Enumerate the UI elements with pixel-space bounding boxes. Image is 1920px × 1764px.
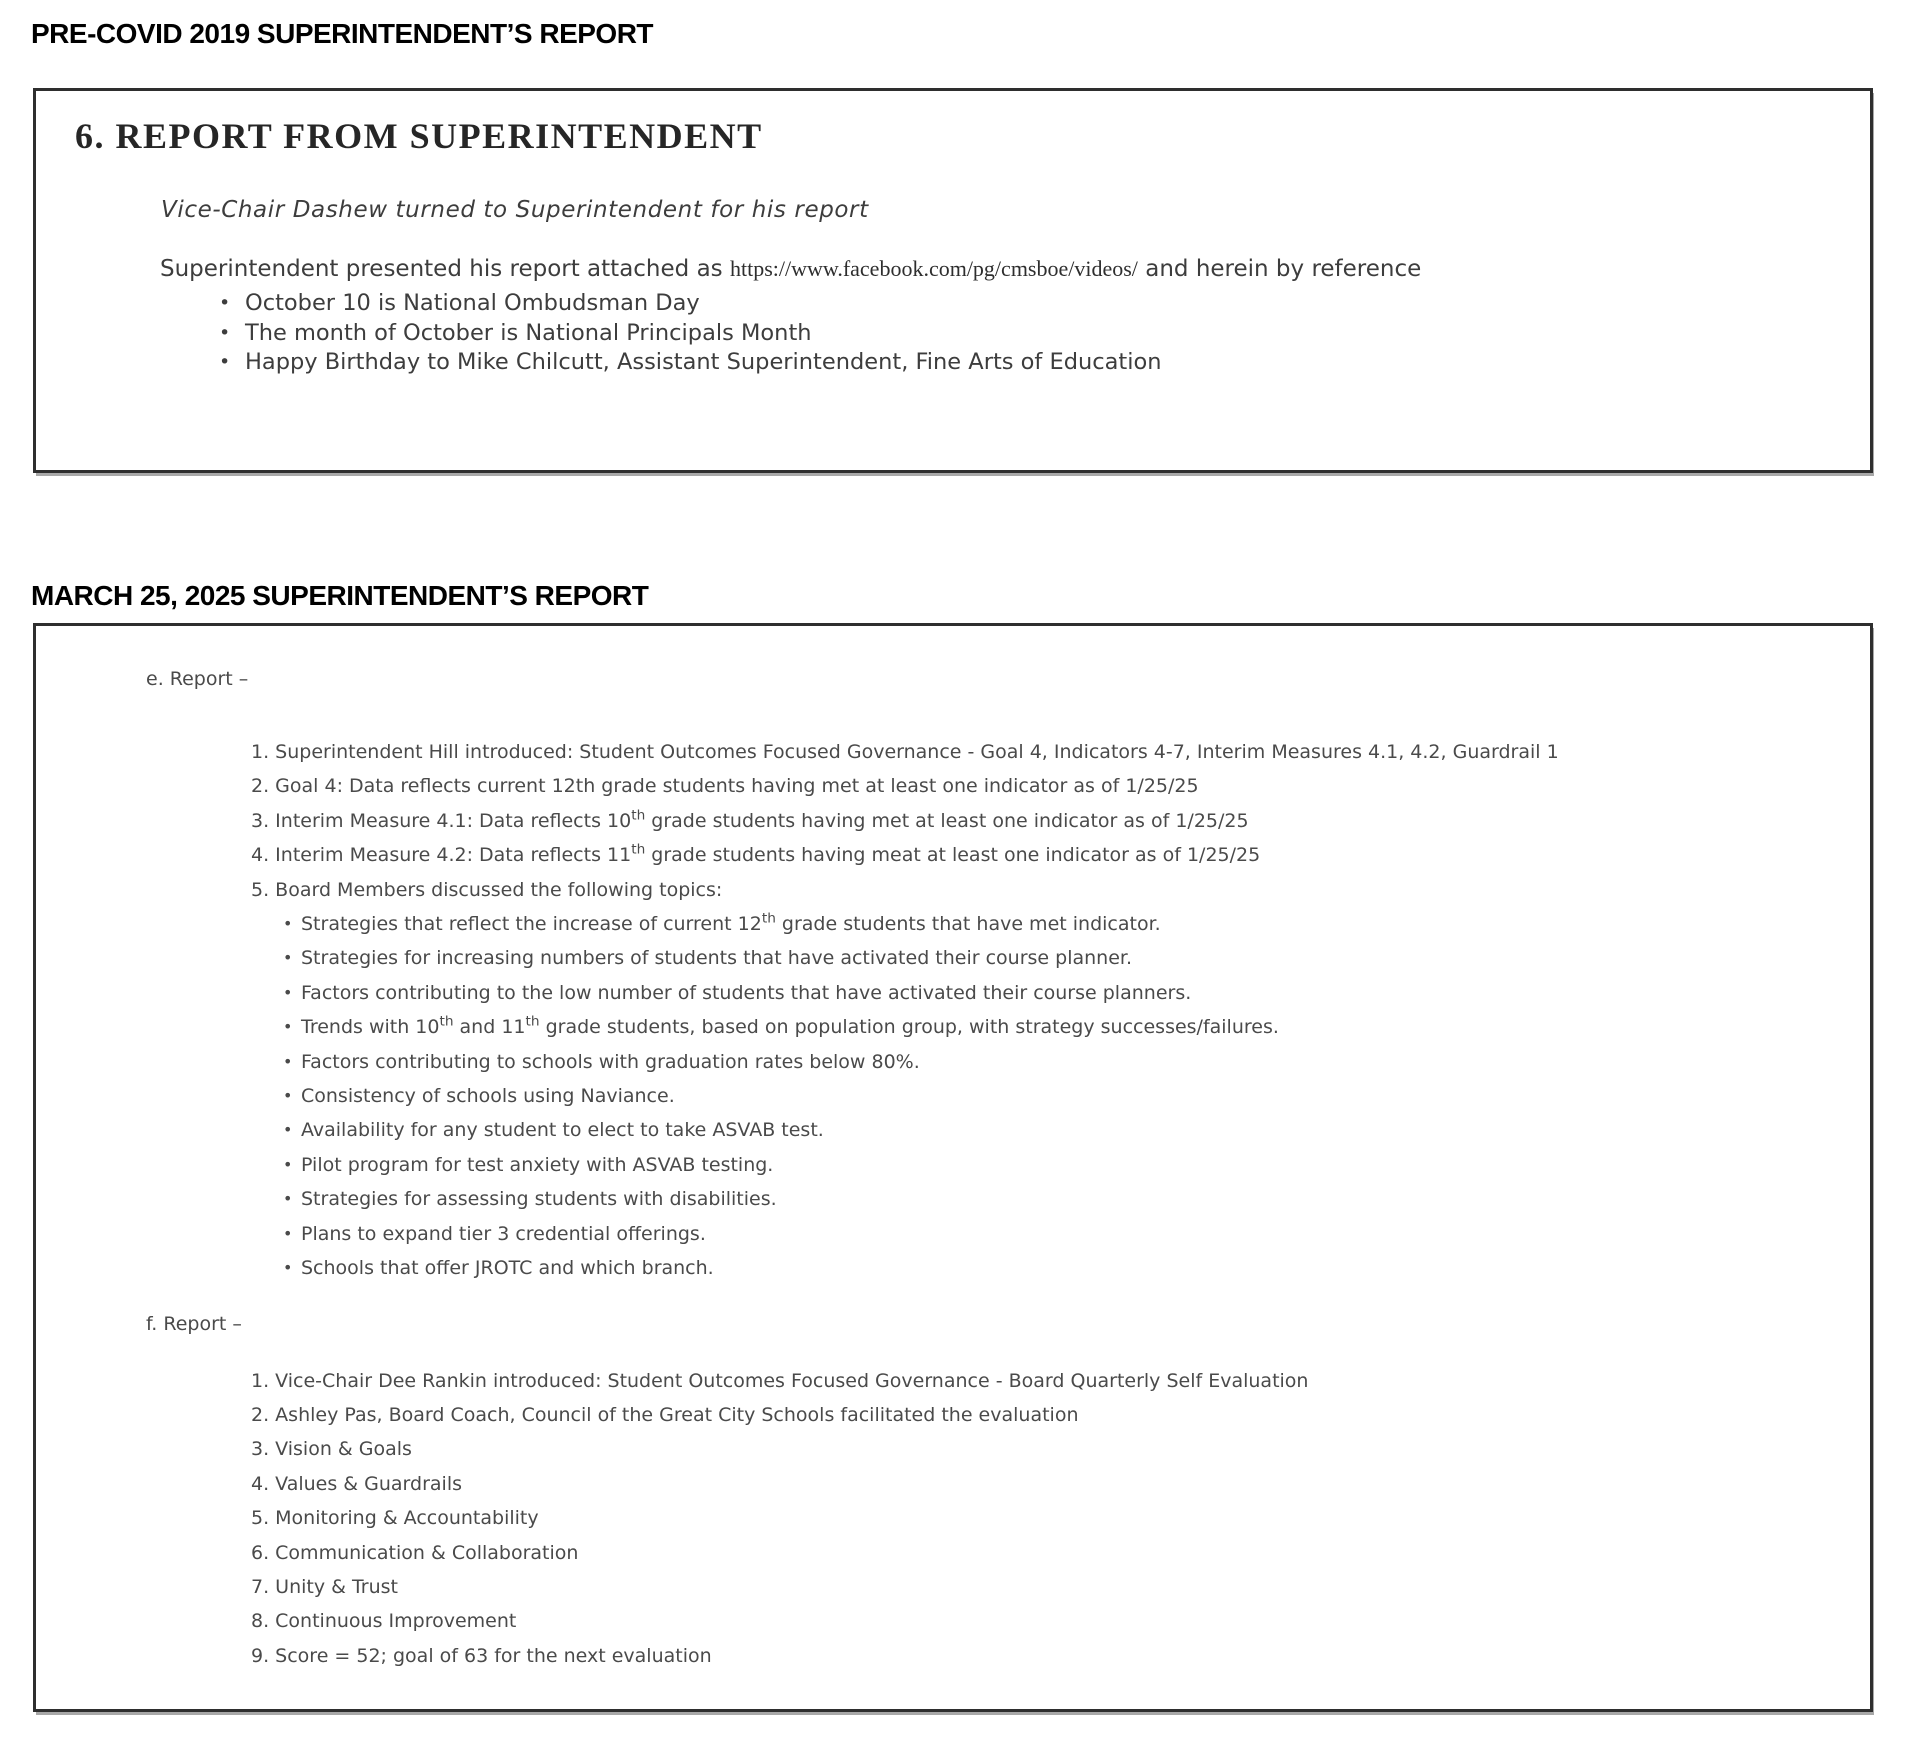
report-box-2019 <box>33 88 1873 473</box>
list-item: 4. Values & Guardrails <box>251 1472 462 1495</box>
list-item: 3. Vision & Goals <box>251 1438 412 1461</box>
list-item: 9. Score = 52; goal of 63 for the next evaluation <box>251 1644 712 1667</box>
pre-covid-2019-heading: PRE-COVID 2019 SUPERINTENDENT’S REPORT <box>31 18 654 49</box>
report-presented-suffix: and herein by reference <box>1137 256 1422 282</box>
list-item: • October 10 is National Ombudsman Day <box>217 289 1870 319</box>
list-item: • Pilot program for test anxiety with ASVAB testing. <box>283 1148 1870 1182</box>
list-item: 5. Monitoring & Accountability <box>251 1507 539 1530</box>
list-item: • Consistency of schools using Naviance. <box>283 1079 1870 1113</box>
list-item: 4. Interim Measure 4.2: Data reflects 11th grade students having meat at least one indicator as of 1/25/25 <box>251 841 1261 867</box>
list-item: 6. Communication & Collaboration <box>251 1541 579 1564</box>
facebook-url-text: https://www.facebook.com/pg/cmsboe/videos/ <box>729 256 1138 281</box>
report-e-label: e. Report – <box>146 668 249 690</box>
report-f-label: f. Report – <box>146 1312 242 1335</box>
report-presented-line <box>160 256 1870 282</box>
list-item: • Strategies for increasing numbers of students that have activated their course planner. <box>283 941 1870 975</box>
list-item: • Factors contributing to the low number of students that have activated their course planners. <box>283 976 1870 1010</box>
list-item: 2. Ashley Pas, Board Coach, Council of the Great City Schools facilitated the evaluation <box>251 1403 1079 1426</box>
list-item: • Strategies for assessing students with disabilities. <box>283 1182 1870 1216</box>
list-item: • Plans to expand tier 3 credential offerings. <box>283 1217 1870 1251</box>
list-item: • Trends with 10th and 11th grade students, based on population group, with strategy successes/failures. <box>283 1010 1870 1044</box>
list-item: 8. Continuous Improvement <box>251 1610 517 1633</box>
report-presented-prefix: Superintendent presented his report attached as <box>160 256 730 282</box>
report-e-numbered-list <box>251 735 1870 907</box>
vice-chair-intro-line: Vice-Chair Dashew turned to Superintendent for his report <box>161 197 869 223</box>
list-item: • Factors contributing to schools with graduation rates below 80%. <box>283 1045 1870 1079</box>
list-item: • Schools that offer JROTC and which branch. <box>283 1251 1870 1285</box>
list-item: 5. Board Members discussed the following topics: <box>251 878 723 901</box>
announcements-bullet-list <box>217 289 1870 378</box>
report-e-topics-bullet-list <box>283 907 1870 1285</box>
list-item: 2. Goal 4: Data reflects current 12th grade students having met at least one indicator as of 1/25/25 <box>251 775 1199 798</box>
list-item: • Availability for any student to elect to take ASVAB test. <box>283 1113 1870 1147</box>
report-box-2025 <box>33 623 1873 1712</box>
march-2025-heading: MARCH 25, 2025 SUPERINTENDENT’S REPORT <box>31 580 649 611</box>
list-item: • The month of October is National Principals Month <box>217 319 1870 349</box>
list-item: 1. Superintendent Hill introduced: Student Outcomes Focused Governance - Goal 4, Indicators 4-7, Interim Measures 4.1, 4.2, Guardrail 1 <box>251 741 1559 763</box>
list-item: • Strategies that reflect the increase of current 12th grade students that have met indicator. <box>283 907 1870 941</box>
list-item: 3. Interim Measure 4.1: Data reflects 10th grade students having met at least one indicator as of 1/25/25 <box>251 807 1249 832</box>
list-item: 7. Unity & Trust <box>251 1575 398 1598</box>
report-f-numbered-list <box>251 1364 1870 1674</box>
list-item: • Happy Birthday to Mike Chilcutt, Assistant Superintendent, Fine Arts of Education <box>217 348 1870 378</box>
list-item: 1. Vice-Chair Dee Rankin introduced: Student Outcomes Focused Governance - Board Quarterly Self Evaluation <box>251 1369 1309 1392</box>
report-from-superintendent-title: 6. REPORT FROM SUPERINTENDENT <box>75 116 763 156</box>
